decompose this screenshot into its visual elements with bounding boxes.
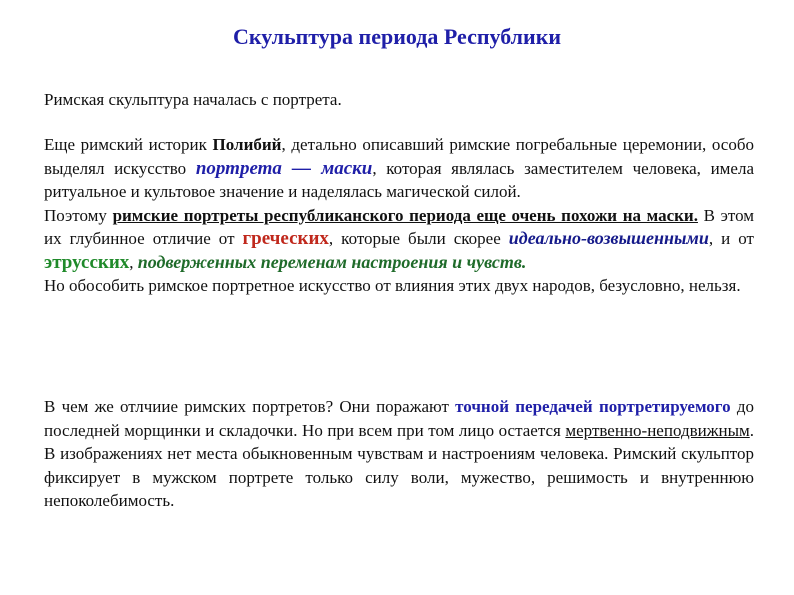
text-run: , и от bbox=[708, 229, 754, 248]
text-run: , которая являлась заместителем человека, имела ритуальное и культовое значение и наделялась магической силой. bbox=[44, 158, 755, 201]
influence-paragraph: Но обособить римское портретное искусство от влияния этих двух народов, безусловно, нельзя. bbox=[44, 276, 741, 295]
precise-rendering-term: точной передачей портретируемого bbox=[455, 397, 731, 416]
greek-term: греческих bbox=[242, 228, 329, 249]
republican-portraits-emphasis: римские портреты республиканского периода еще очень похожи на маски. bbox=[112, 205, 698, 225]
text-run: , которые были скорее bbox=[328, 229, 509, 248]
text-run: Поэтому bbox=[44, 205, 113, 225]
etruscan-term: этрусских bbox=[44, 251, 130, 273]
slide-title: Скульптура периода Республики bbox=[232, 24, 562, 49]
mood-changes-term: подверженных переменам настроения и чувств. bbox=[137, 251, 527, 272]
text-run: , детально описавший римские погребальные церемонии, особо выделял искусство bbox=[44, 135, 754, 178]
text-run: В этом их глубинное отличие от bbox=[44, 205, 754, 248]
body-text bbox=[44, 133, 754, 298]
deathly-still-term: мертвенно-неподвижным bbox=[565, 420, 750, 440]
portrait-mask-term: портрета — маски bbox=[195, 157, 373, 179]
republican-portraits-paragraph bbox=[44, 204, 754, 275]
text-run: до последней морщинки и складочки. Но при всем при том лицо остается bbox=[44, 397, 755, 440]
difference-paragraph bbox=[44, 395, 754, 513]
text-run: , bbox=[129, 252, 138, 272]
text-run: . В изображениях нет места обыкновенным чувствам и настроениям человека. Римский скульптор фиксирует в мужском портрете только силу воли, мужество, решимость и внутреннюю непоколебимость. bbox=[44, 420, 754, 510]
text-run: Еще римский историк bbox=[44, 135, 213, 154]
polybius-name: Полибий bbox=[212, 135, 282, 154]
polybius-paragraph bbox=[44, 133, 754, 204]
text-run: В чем же отлчиие римских портретов? Они поражают bbox=[44, 397, 456, 416]
intro-paragraph: Римская скульптура началась с портрета. bbox=[44, 90, 342, 109]
idealized-term: идеально-возвышенными bbox=[508, 228, 709, 248]
